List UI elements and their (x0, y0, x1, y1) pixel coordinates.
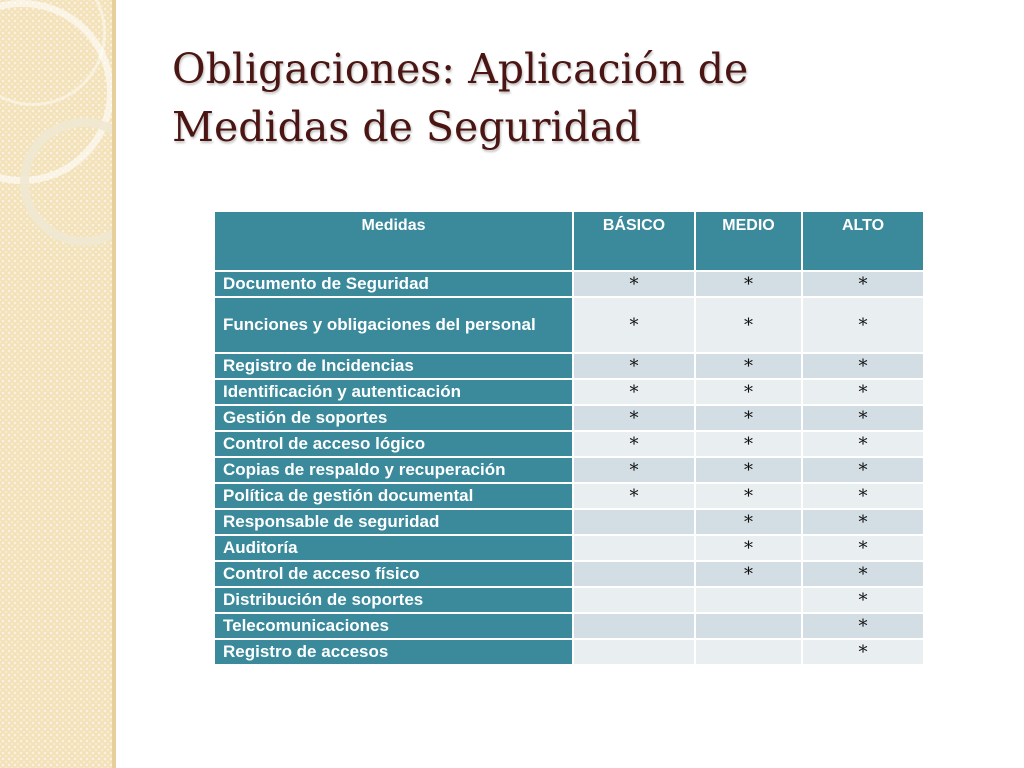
basic-mark: * (574, 484, 694, 508)
basic-mark: * (574, 406, 694, 430)
basic-mark (574, 588, 694, 612)
basic-mark: * (574, 432, 694, 456)
table-row (215, 562, 923, 586)
table-row (215, 298, 923, 352)
title-line-1: Obligaciones: Aplicación de (172, 45, 749, 93)
table-row (215, 458, 923, 482)
measure-name: Funciones y obligaciones del personal (215, 298, 572, 352)
high-mark: * (803, 510, 923, 534)
title-line-2: Medidas de Seguridad (172, 103, 641, 151)
table-row (215, 614, 923, 638)
measure-name: Copias de respaldo y recuperación (215, 458, 572, 482)
table-header-row (215, 212, 923, 270)
table-row (215, 510, 923, 534)
table-row (215, 406, 923, 430)
high-mark: * (803, 298, 923, 352)
security-measures-table (213, 210, 925, 666)
high-mark: * (803, 640, 923, 664)
table-row (215, 380, 923, 404)
medium-mark: * (696, 484, 801, 508)
medium-mark: * (696, 406, 801, 430)
medium-mark: * (696, 510, 801, 534)
basic-mark (574, 562, 694, 586)
high-mark: * (803, 354, 923, 378)
table-row (215, 484, 923, 508)
medium-mark (696, 614, 801, 638)
high-mark: * (803, 536, 923, 560)
high-mark: * (803, 484, 923, 508)
measure-name: Documento de Seguridad (215, 272, 572, 296)
table-row (215, 640, 923, 664)
measure-name: Gestión de soportes (215, 406, 572, 430)
high-mark: * (803, 588, 923, 612)
measure-name: Política de gestión documental (215, 484, 572, 508)
basic-mark: * (574, 458, 694, 482)
decorative-side-band (0, 0, 116, 768)
basic-mark (574, 510, 694, 534)
medium-mark: * (696, 458, 801, 482)
table-row (215, 432, 923, 456)
medium-mark: * (696, 562, 801, 586)
basic-mark: * (574, 380, 694, 404)
medium-mark: * (696, 432, 801, 456)
high-mark: * (803, 458, 923, 482)
medium-mark (696, 588, 801, 612)
high-mark: * (803, 380, 923, 404)
medium-mark: * (696, 536, 801, 560)
basic-mark: * (574, 298, 694, 352)
measure-name: Auditoría (215, 536, 572, 560)
medium-mark: * (696, 354, 801, 378)
measure-name: Control de acceso físico (215, 562, 572, 586)
high-mark: * (803, 432, 923, 456)
table-row (215, 536, 923, 560)
medium-mark: * (696, 272, 801, 296)
measure-name: Telecomunicaciones (215, 614, 572, 638)
table-row (215, 354, 923, 378)
medium-mark (696, 640, 801, 664)
header-medium: MEDIO (696, 212, 801, 270)
basic-mark: * (574, 354, 694, 378)
basic-mark (574, 614, 694, 638)
measure-name: Distribución de soportes (215, 588, 572, 612)
medium-mark: * (696, 298, 801, 352)
medium-mark: * (696, 380, 801, 404)
measure-name: Registro de accesos (215, 640, 572, 664)
table-row (215, 272, 923, 296)
high-mark: * (803, 406, 923, 430)
table-row (215, 588, 923, 612)
high-mark: * (803, 614, 923, 638)
header-measures: Medidas (215, 212, 572, 270)
header-high: ALTO (803, 212, 923, 270)
measure-name: Control de acceso lógico (215, 432, 572, 456)
high-mark: * (803, 562, 923, 586)
high-mark: * (803, 272, 923, 296)
basic-mark: * (574, 272, 694, 296)
measure-name: Registro de Incidencias (215, 354, 572, 378)
side-band-edge (112, 0, 116, 768)
basic-mark (574, 640, 694, 664)
measure-name: Responsable de seguridad (215, 510, 572, 534)
slide-title (172, 40, 992, 156)
header-basic: BÁSICO (574, 212, 694, 270)
measure-name: Identificación y autenticación (215, 380, 572, 404)
basic-mark (574, 536, 694, 560)
